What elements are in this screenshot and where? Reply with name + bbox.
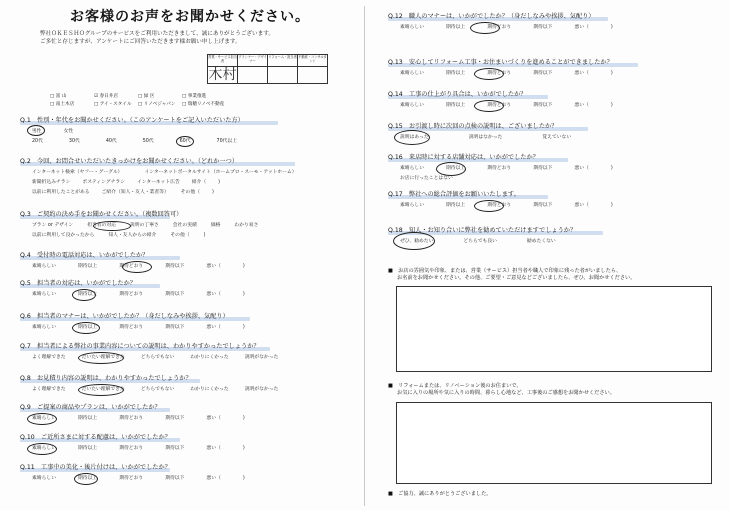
answer-circle (122, 261, 152, 273)
question-15: Q.15 お引渡し時に次回の点検の説明は、ございましたか？ 説明はあった 説明はなかった 覚えていない (388, 123, 572, 140)
answer-circle (176, 136, 194, 147)
staff-signature[interactable]: 木村 (208, 67, 237, 83)
question-1: Q.1 性別・年代をお聞かせください。（このアンケートをご記入いただいた方） 男性 女性 20代 30代 40代 50代 60代 70代以上 (20, 117, 244, 144)
answer-circle (93, 221, 131, 231)
answer-circle (27, 443, 57, 455)
answer-circle (394, 130, 430, 145)
answer-circle (474, 100, 504, 112)
answer-circle (72, 322, 100, 334)
answer-circle (470, 22, 500, 34)
question-3: Q.3 ご契約の決め手をお聞かせください。（複数回答可） プラン or デザイン 担当者の対応 説明の丁寧さ 会社の実績 価格 わかり易さ 以前に利用して良かったから 知人・友人からの紹介 その他（ ) (20, 211, 259, 238)
column-divider (364, 6, 365, 506)
answer-circle (78, 384, 124, 396)
question-7: Q.7 担当者による弊社の事業内容についての説明は、わかりやすかったでしょうか？ よく理解できた だいたい理解できた どちらでもない わかりにくかった 説明がなかった (20, 343, 279, 360)
question-6: Q.6 担当者のマナーは、いかがでしたか？（身だしなみや挨拶、気配り） 素晴らしい 期待以上 期待どおり 期待以下 悪い（ ) (20, 313, 245, 330)
question-2: Q.2 今回、お問合せいただいたきっかけをお聞かせください。（どれか一つ） インターネット検索（ヤフー・グーグル） インターネットポータルサイト（ホームプロ・スーモ・アットホーム） 新聞折込みチラシ ポスティングチラシ インターネット広告 紹介（ ) 以前に利用したことがある ご紹介（知人・友人・業者等） その他（ ) (20, 158, 297, 195)
question-18: Q.18 知人・お知り合いに弊社を勧めていただけますでしょうか？ ぜひ、勧めたい どちらでも良い 勧めたくない (388, 227, 577, 244)
page-title: お客様のお声をお聞かせください。 (70, 9, 310, 25)
answer-circle (393, 232, 435, 250)
answer-circle (474, 68, 504, 80)
question-14: Q.14 工事の仕上がり具合は、いかがでしたか？ 素晴らしい 期待以上 期待どおり 期待以下 悪い（ ) (388, 91, 613, 108)
answer-circle (74, 473, 98, 485)
branch-checkboxes[interactable]: □ 富 山 ☑ 春日井店 □ 緑 区 □ 事業推進 □ 南土木店 □ アイ・スタイル □ リノベジャパン □ 瑞穂リノベ不動産 (50, 94, 225, 107)
question-17: Q.17 弊社への総合評価をお願いいたします。 素晴らしい 期待以上 期待どおり 期待以下 悪い（ ) (388, 191, 613, 208)
answer-circle (436, 162, 466, 176)
answer-circle (27, 413, 57, 425)
comment-prompt-2: ■ リフォームまたは、リノベーション後のお住まいで、 お気に入りの場所や気に入りの時間、暮らし心地など、工事後のご感想をお聞かせください。 (388, 383, 615, 396)
question-4: Q.4 受付時の電話対応は、いかがでしたか？ 素晴らしい 期待以上 期待どおり 期待以下 悪い（ ) (20, 252, 245, 269)
comment-box-2[interactable] (396, 402, 712, 484)
question-12: Q.12 職人のマナーは、いかがでしたか？（身だしなみや挨拶、気配り） 素晴らしい 期待以上 期待どおり 期待以下 悪い（ ) (388, 13, 613, 30)
comment-prompt-1: ■ お店の雰囲気や印象、または、営業（サービス）担当者や職人で印象に残った者がいましたら、 お名前をお聞かせください。その他、ご要望・ご意見などございましたら、ぜひ、お聞かせください。 (388, 268, 636, 281)
question-8: Q.8 お見積り内容の説明は、わかりやすかったでしょうか？ よく理解できた だいたい理解できた どちらでもない わかりにくかった 説明がなかった (20, 375, 279, 392)
question-13: Q.13 安心してリフォーム工事・お住まいづくりを進めることができましたか？ 素晴らしい 期待以上 期待どおり 期待以下 悪い（ ) (388, 59, 613, 76)
comment-box-1[interactable] (396, 286, 712, 372)
answer-circle (474, 200, 504, 212)
answer-circle (72, 289, 96, 301)
question-11: Q.11 工事中の美化・後片付けは、いかがでしたか？ 素晴らしい 期待以上 期待どおり 期待以下 悪い（ ) (20, 464, 245, 481)
question-9: Q.9 ご提案の商品やプランは、いかがでしたか？ 素晴らしい 期待以上 期待どおり 期待以下 悪い（ ) (20, 404, 245, 421)
answer-circle (78, 352, 124, 364)
staff-table: 営業・サービス担当者 プランナー・デザイナー リフォーム・担当者 不動産・コンサルタント 木村 (208, 55, 327, 83)
answer-circle (27, 125, 45, 136)
question-16: Q.16 来店時に対する店舗対応は、いかがでしたか？ 素晴らしい 期待以上 期待どおり 期待以下 悪い（ ) お店に行ったことはない (388, 154, 613, 181)
question-5: Q.5 担当者の対応は、いかがでしたか？ 素晴らしい 期待以上 期待どおり 期待以下 悪い（ ) (20, 280, 245, 297)
thanks-note: ■ ご協力、誠にありがとうございました。 (388, 491, 492, 497)
question-10: Q.10 ご近所さまに対する配慮は、いかがでしたか？ 素晴らしい 期待以上 期待どおり 期待以下 悪い（ ) (20, 434, 245, 451)
intro-text: 弊社ＯＫＥＳＨＯグループのサービスをご利用いただきまして、誠にありがとうございます。 ご多忙と存じますが、アンケートにご回答いただきます様お願い申し上げます。 (40, 31, 274, 45)
